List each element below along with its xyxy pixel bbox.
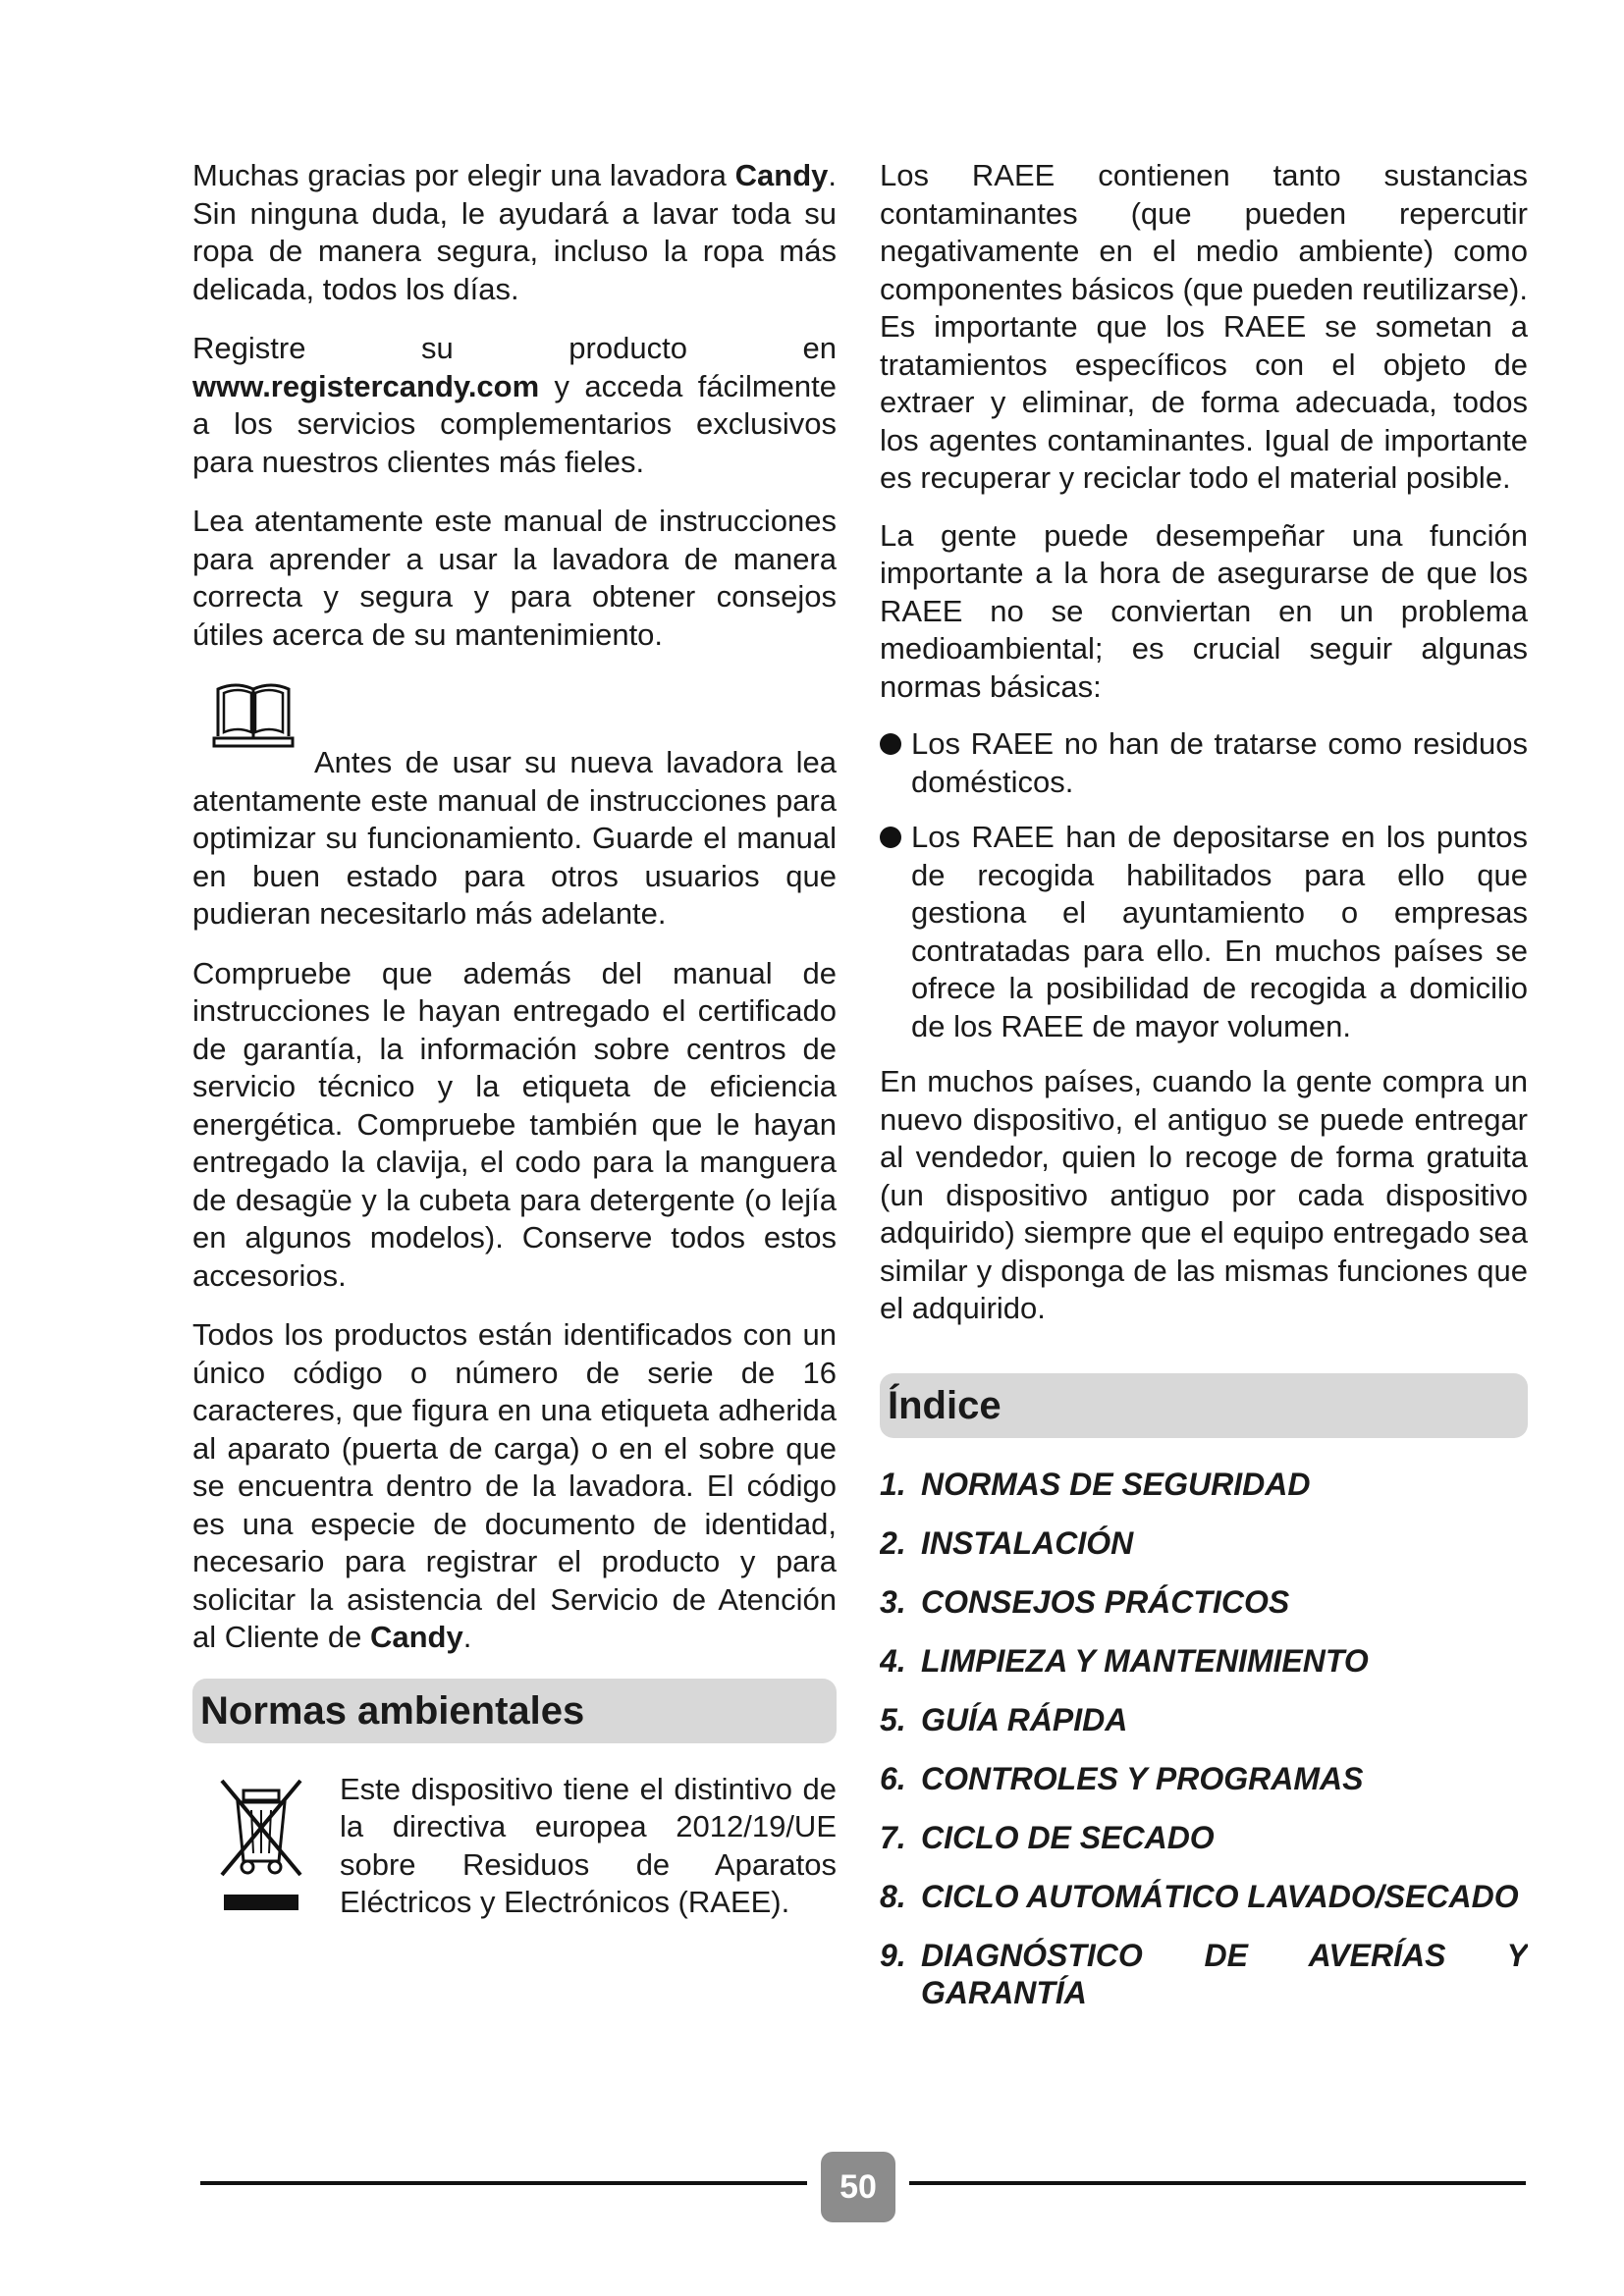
footer-rule-left (200, 2181, 807, 2185)
return-device-paragraph: En muchos países, cuando la gente compra un nuevo dispositivo, el antiguo se puede entregar al vendedor, quien lo recoge de forma gratuita (un dispositivo antiguo por cada dispositivo adquirido) siempre que el equipo entregado sea similar y disponga de las mismas funciones que el adquirido. (880, 1064, 1528, 1325)
brand-name: Candy (734, 158, 829, 192)
table-of-contents (880, 1466, 1528, 2011)
serial-code-paragraph: Todos los productos están identificados con un único código o número de serie de 16 caracteres, que figura en una etiqueta adherida al aparato (puerta de carga) o en el sobre que se encuentra dentro de la lavadora. El código es una especie de documento de identidad, necesario para registrar el producto y para solicitar la asistencia del Servicio de Atención al Cliente de Candy. (192, 1317, 837, 1654)
toc-item[interactable]: 9. DIAGNÓSTICO DE AVERÍAS Y GARANTÍA (880, 1937, 1528, 2010)
weee-text: Este dispositivo tiene el distintivo de la directiva europea 2012/19/UE sobre Residuos de Aparatos Eléctricos y Electrónicos (RAEE). (340, 1771, 837, 1919)
book-icon (210, 679, 297, 750)
accessories-paragraph: Compruebe que además del manual de instrucciones le hayan entregado el certificado de garantía, la información sobre centros de servicio técnico y la etiqueta de eficiencia energética. Compruebe también que le hayan entregado la clavija, el codo para la manguera de desagüe y la cubeta para detergente (o lejía en algunos modelos). Conserve todos estos accesorios. (192, 955, 837, 1293)
before-use-paragraph: Antes de usar su nueva lavadora lea atentamente este manual de instrucciones para optimizar su funcionamiento. Guarde el manual en buen estado para otros usuarios que pudieran necesitarlo más adelante. (192, 745, 837, 931)
index-heading: Índice (880, 1373, 1528, 1438)
brand-name: Candy (369, 1620, 463, 1654)
left-column (192, 157, 837, 1922)
page-number: 50 (821, 2152, 895, 2222)
manual-note (192, 744, 837, 934)
register-link[interactable]: www.registercandy.com (192, 368, 540, 403)
list-item: Los RAEE no han de tratarse como residuos domésticos. (880, 725, 1528, 801)
weee-notice (192, 1771, 837, 1922)
toc-item[interactable]: 7. CICLO DE SECADO (880, 1819, 1215, 1855)
read-manual-paragraph: Lea atentamente este manual de instrucciones para aprender a usar la lavadora de manera correcta y segura y para obtener consejos útiles acerca de su mantenimiento. (192, 504, 837, 652)
crossed-bin-icon (218, 1777, 304, 1922)
list-item: Los RAEE han de depositarse en los puntos de recogida habilitados para ello que gestiona el ayuntamiento o empresas contratadas para ello. En muchos países se ofrece la posibilidad de recogida a domicilio de los RAEE de mayor volumen. (880, 819, 1528, 1045)
toc-item[interactable]: 1. NORMAS DE SEGURIDAD (880, 1466, 1311, 1502)
toc-item[interactable]: 3. CONSEJOS PRÁCTICOS (880, 1583, 1290, 1620)
role-paragraph: La gente puede desempeñar una función importante a la hora de asegurarse de que los RAEE no se conviertan en un problema medioambiental; es crucial seguir algunas normas básicas: (880, 517, 1528, 704)
toc-item[interactable]: 2. INSTALACIÓN (880, 1524, 1134, 1561)
intro-paragraph: Muchas gracias por elegir una lavadora Candy. Sin ninguna duda, le ayudará a lavar toda su ropa de manera segura, incluso la ropa más delicada, todos los días. (192, 158, 837, 306)
register-paragraph: Registre su producto en www.registercandy.com y acceda fácilmente a los servicios complementarios exclusivos para nuestros clientes más fieles. (192, 331, 837, 479)
raee-paragraph: Los RAEE contienen tanto sustancias contaminantes (que pueden repercutir negativamente en el medio ambiente) como componentes básicos (que pueden reutilizarse). Es importante que los RAEE se sometan a tratamientos específicos con el objeto de extraer y eliminar, de forma adecuada, todos los agentes contaminantes. Igual de importante es recuperar y reciclar todo el material posible. (880, 158, 1528, 495)
bullet-icon (880, 827, 901, 848)
toc-item[interactable]: 8. CICLO AUTOMÁTICO LAVADO/SECADO (880, 1878, 1519, 1914)
environment-heading: Normas ambientales (192, 1679, 837, 1743)
bullet-icon (880, 733, 901, 755)
right-column (880, 157, 1528, 2033)
toc-item[interactable]: 6. CONTROLES Y PROGRAMAS (880, 1760, 1364, 1796)
toc-item[interactable]: 4. LIMPIEZA Y MANTENIMIENTO (880, 1642, 1369, 1679)
toc-item[interactable]: 5. GUÍA RÁPIDA (880, 1701, 1128, 1737)
footer-rule-right (909, 2181, 1526, 2185)
